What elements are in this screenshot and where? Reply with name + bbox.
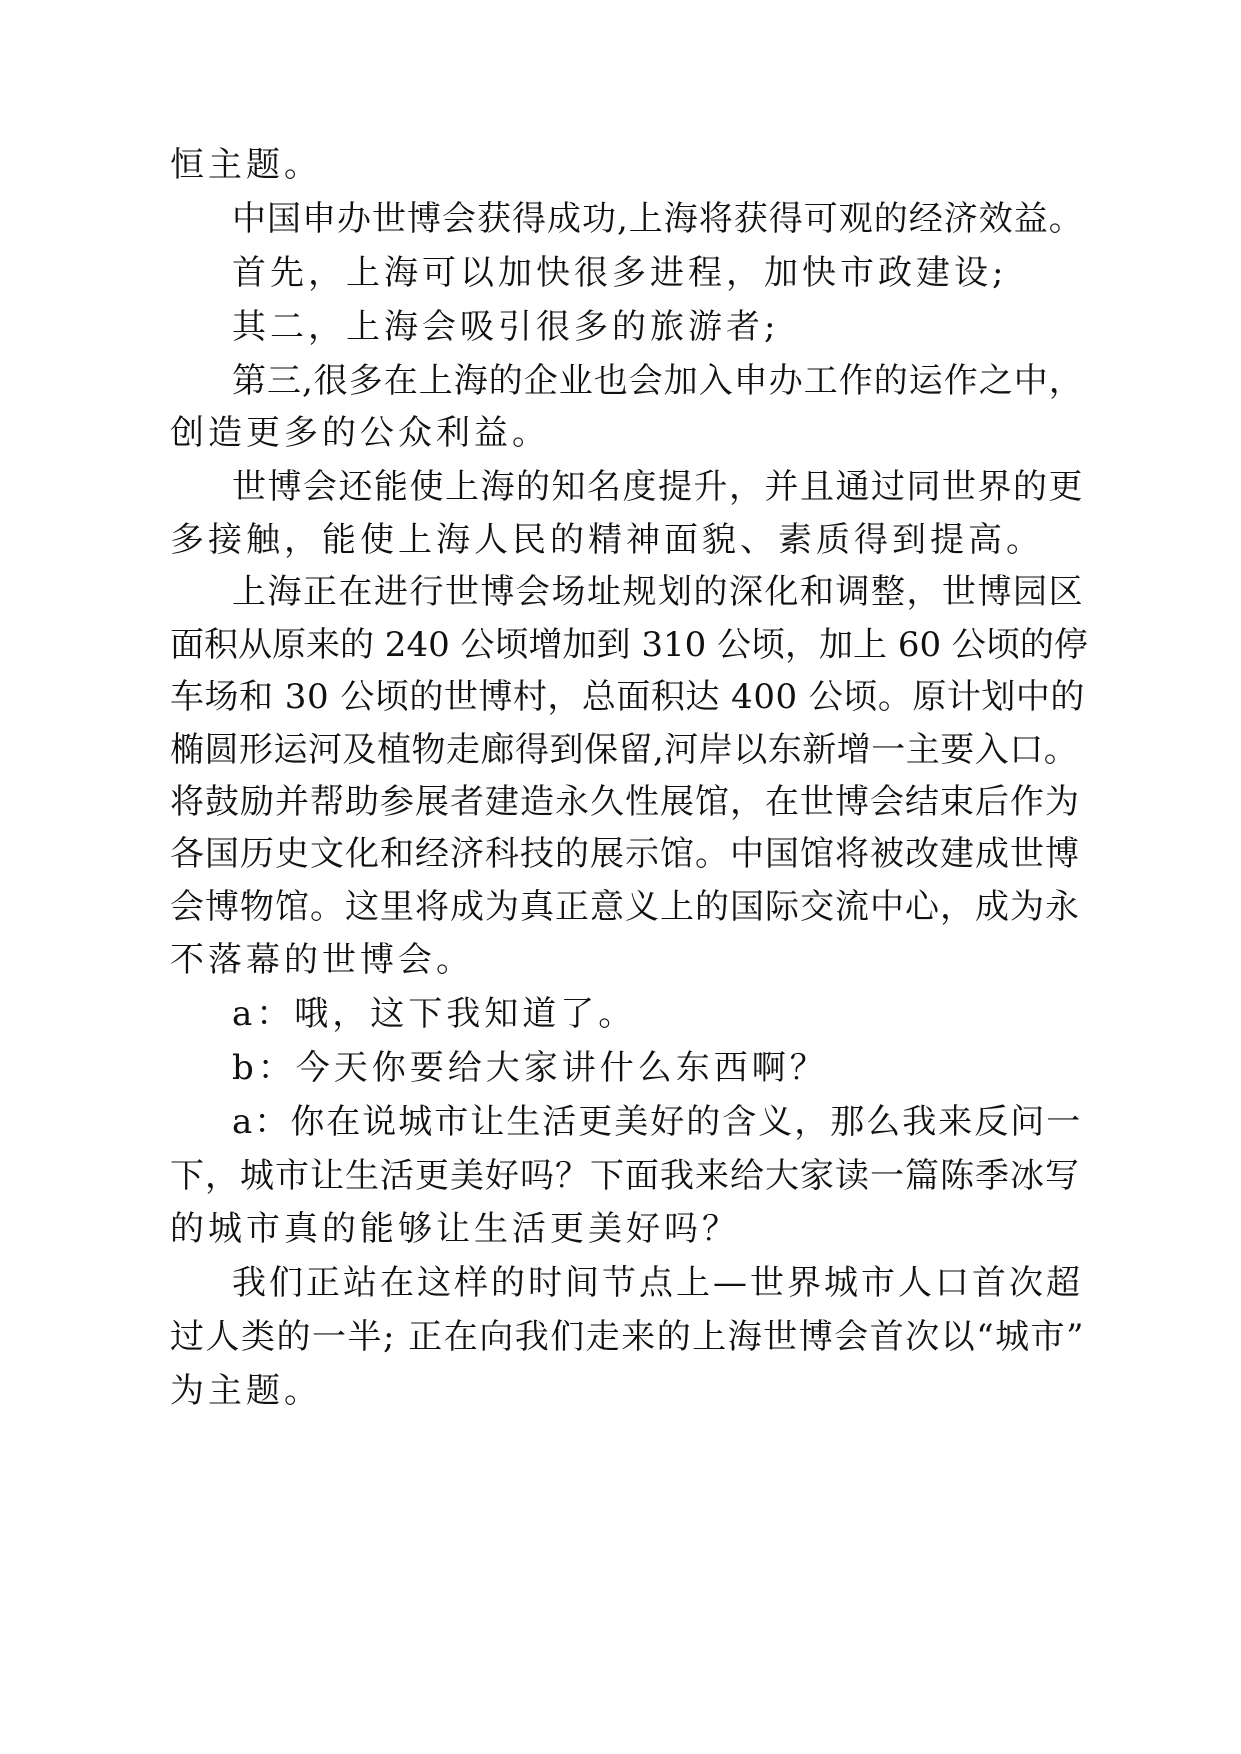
text-line: 将鼓励并帮助参展者建造永久性展馆，在世博会结束后作为 [170, 782, 1080, 822]
text-line: 创造更多的公众利益。 [170, 413, 550, 453]
text-line: a：你在说城市让生活更美好的含义，那么我来反问一 [232, 1102, 1083, 1142]
text-line: 为主题。 [170, 1371, 322, 1411]
text-line: 会博物馆。这里将成为真正意义上的国际交流中心，成为永 [170, 887, 1080, 927]
text-line: 我们正站在这样的时间节点上—世界城市人口首次超 [232, 1263, 1083, 1303]
text-line: 恒主题。 [170, 145, 322, 185]
text-line: 多接触，能使上海人民的精神面貌、素质得到提高。 [170, 520, 1044, 560]
text-line: 下，城市让生活更美好吗？下面我来给大家读一篇陈季冰写 [170, 1156, 1080, 1196]
text-line: 的城市真的能够让生活更美好吗？ [170, 1209, 740, 1249]
text-line: 中国申办世博会获得成功,上海将获得可观的经济效益。 [232, 199, 1084, 239]
text-line: 椭圆形运河及植物走廊得到保留,河岸以东新增一主要入口。 [170, 730, 1079, 770]
text-line: 第三,很多在上海的企业也会加入申办工作的运作之中， [232, 361, 1084, 401]
text-line: 其二，上海会吸引很多的旅游者; [232, 307, 780, 347]
text-line: 车场和 30 公顷的世博村，总面积达 400 公顷。原计划中的 [170, 677, 1085, 717]
text-line: 不落幕的世博会。 [170, 940, 474, 980]
text-line: 面积从原来的 240 公顷增加到 310 公顷，加上 60 公顷的停 [170, 625, 1088, 665]
text-line: 各国历史文化和经济科技的展示馆。中国馆将被改建成世博 [170, 834, 1080, 874]
text-line: 首先，上海可以加快很多进程，加快市政建设; [232, 253, 1008, 293]
text-line: 上海正在进行世博会场址规划的深化和调整，世博园区 [232, 572, 1084, 612]
text-line: a：哦，这下我知道了。 [232, 994, 637, 1034]
text-line: 世博会还能使上海的知名度提升，并且通过同世界的更 [232, 467, 1084, 507]
text-line: 过人类的一半; 正在向我们走来的上海世博会首次以“城市” [170, 1317, 1086, 1357]
text-line: b：今天你要给大家讲什么东西啊？ [232, 1048, 828, 1088]
